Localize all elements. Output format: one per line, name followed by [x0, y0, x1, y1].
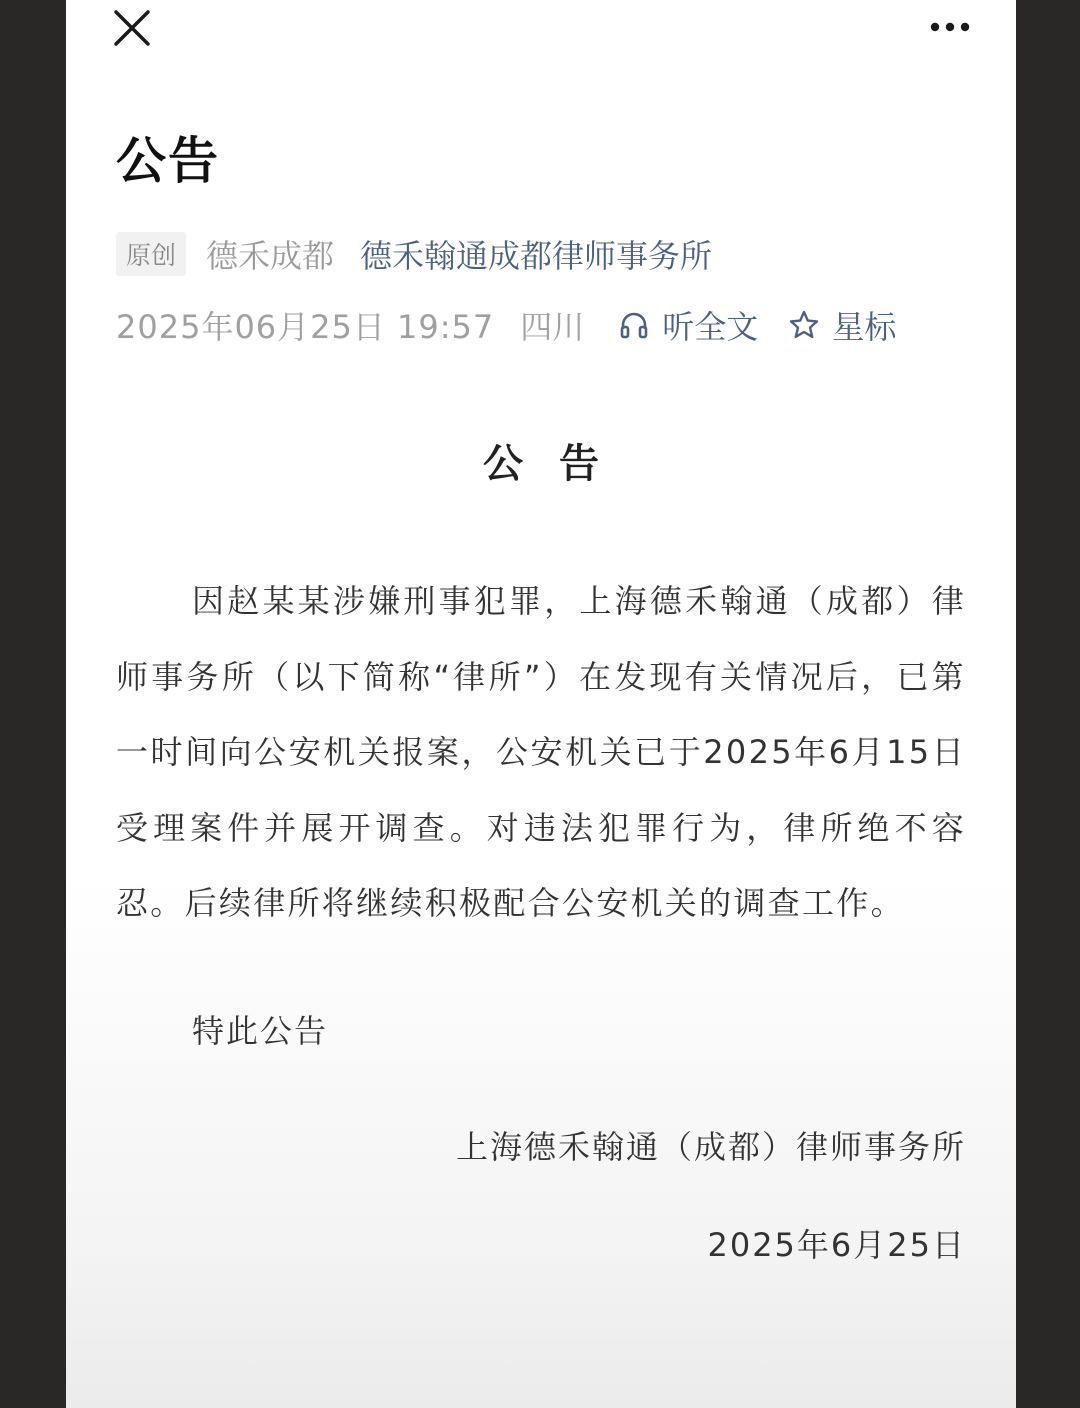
- account-link[interactable]: 德禾翰通成都律师事务所: [360, 237, 713, 275]
- article-title: 公告: [116, 132, 220, 190]
- publish-region: 四川: [520, 308, 585, 346]
- close-button[interactable]: [112, 8, 152, 48]
- star-label: 星标: [832, 308, 897, 346]
- close-icon: [112, 8, 152, 48]
- document-heading: 公告: [483, 441, 635, 487]
- more-button[interactable]: [926, 12, 974, 42]
- author-name: 德禾成都: [206, 237, 335, 275]
- document-closing: 特此公告: [192, 1012, 329, 1050]
- article-meta: [116, 228, 712, 280]
- listen-button[interactable]: [618, 302, 758, 348]
- publish-date: 2025年06月25日 19:57: [116, 308, 495, 346]
- star-button[interactable]: [788, 302, 896, 348]
- signature-date: 2025年6月25日: [707, 1226, 966, 1264]
- signature-organization: 上海德禾翰通（成都）律师事务所: [455, 1128, 966, 1166]
- listen-label: 听全文: [662, 308, 759, 346]
- article-info: [116, 300, 926, 350]
- headphones-icon: [618, 309, 650, 341]
- more-icon: [926, 12, 974, 42]
- star-icon: [788, 309, 820, 341]
- article-page: [66, 0, 1016, 1408]
- document-body: 因赵某某涉嫌刑事犯罪，上海德禾翰通（成都）律师事务所（以下简称“律所”）在发现有关情况后，已第一时间向公安机关报案，公安机关已于2025年6月15日受理案件并展开调查。对违法犯罪行为，律所绝不容忍。后续律所将继续积极配合公安机关的调查工作。: [116, 582, 966, 922]
- original-tag: 原创: [116, 232, 186, 276]
